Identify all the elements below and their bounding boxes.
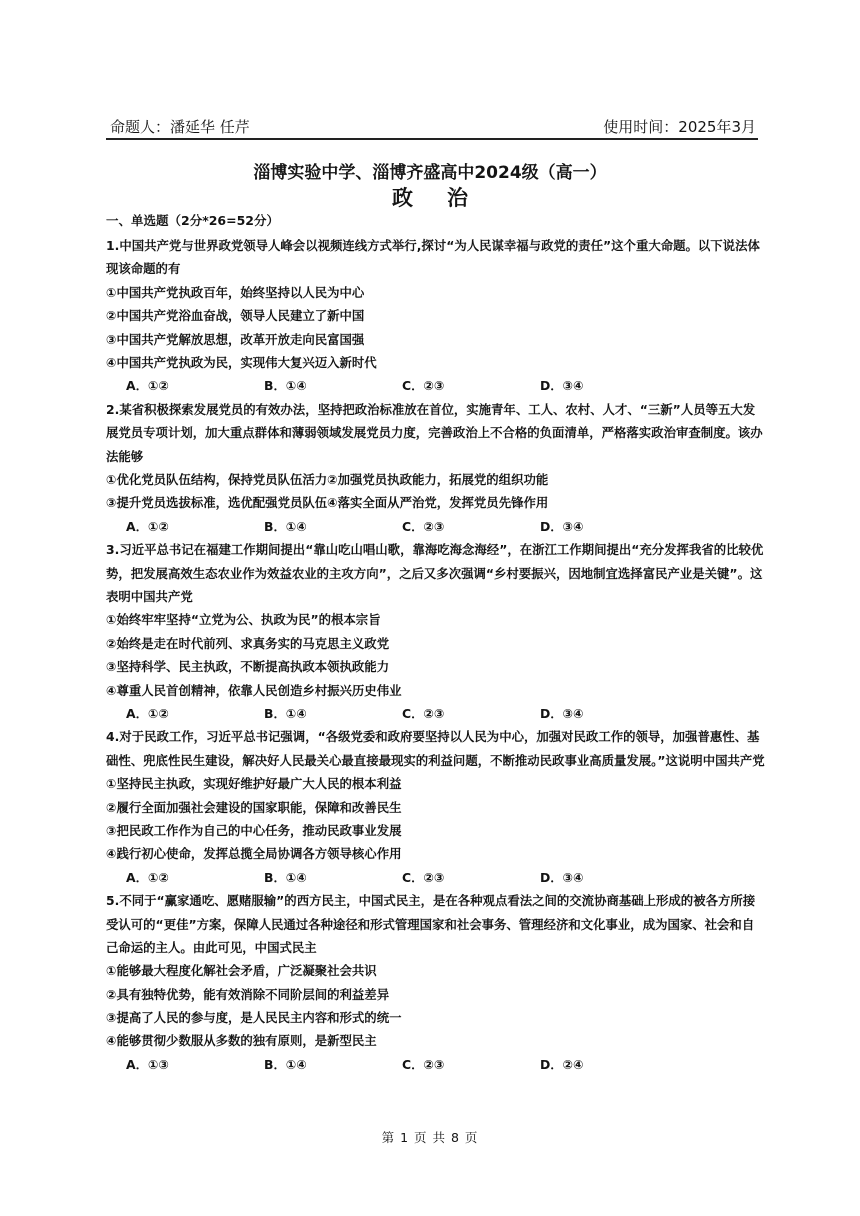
- date-line: 使用时间：2025年3月: [603, 118, 756, 136]
- school-title: 淄博实验中学、淄博齐盛高中2024级（高一）: [253, 163, 607, 183]
- option-line: ③把民政工作作为自己的中心任务，推动民政事业发展: [106, 822, 402, 838]
- subject-title: 政治: [392, 186, 502, 210]
- choice-b: B．①④: [264, 378, 307, 394]
- answer-choices: [106, 702, 766, 725]
- option-line: ②中国共产党浴血奋战，领导人民建立了新中国: [106, 308, 365, 324]
- choice-b: B．①④: [264, 518, 307, 534]
- answer-choices: [106, 515, 766, 538]
- question-3: [106, 538, 766, 725]
- answer-choices: [106, 1053, 766, 1076]
- option-line: ③提高了人民的参与度，是人民民主内容和形式的统一: [106, 1010, 402, 1026]
- choice-c: C．②③: [402, 1056, 445, 1072]
- option-line: ③提升党员选拔标准，选优配强党员队伍④落实全面从严治党，发挥党员先锋作用: [106, 495, 549, 511]
- choice-c: C．②③: [402, 869, 445, 885]
- choice-d: D．③④: [540, 705, 584, 721]
- option-line: ④尊重人民首创精神，依靠人民创造乡村振兴历史伟业: [106, 682, 402, 698]
- option-line: ④践行初心使命，发挥总揽全局协调各方领导核心作用: [106, 846, 402, 862]
- option-line: ①能够最大程度化解社会矛盾，广泛凝聚社会共识: [106, 963, 377, 979]
- choice-c: C．②③: [402, 705, 445, 721]
- question-stem: 2.某省积极探索发展党员的有效办法，坚持把政治标准放在首位，实施青年、工人、农村、人才、“三新”人员等五大发展党员专项计划，加大重点群体和薄弱领域发展党员力度，完善政治上不合格的负面清单，严格落实政治审查制度。该办法能够: [106, 401, 763, 464]
- header-divider: [106, 138, 758, 140]
- choice-c: C．②③: [402, 518, 445, 534]
- question-stem: 3.习近平总书记在福建工作期间提出“靠山吃山唱山歌，靠海吃海念海经”，在浙江工作期间提出“充分发挥我省的比较优势，把发展高效生态农业作为效益农业的主攻方向”，之后又多次强调“乡村要振兴，因地制宜选择富民产业是关键”。这表明中国共产党: [106, 542, 764, 604]
- option-line: ②具有独特优势，能有效消除不同阶层间的利益差异: [106, 986, 390, 1002]
- choice-d: D．②④: [540, 1056, 584, 1072]
- choice-a: A．①②: [126, 378, 169, 394]
- section-heading: 一、单选题（2分*26=52分）: [106, 213, 279, 228]
- question-list: [106, 234, 766, 1076]
- option-line: ①优化党员队伍结构，保持党员队伍活力②加强党员执政能力，拓展党的组织功能: [106, 471, 549, 487]
- option-line: ④能够贯彻少数服从多数的独有原则，是新型民主: [106, 1033, 377, 1049]
- choice-d: D．③④: [540, 518, 584, 534]
- choice-a: A．①②: [126, 705, 169, 721]
- option-line: ④中国共产党执政为民，实现伟大复兴迈入新时代: [106, 354, 377, 370]
- exam-header: [110, 116, 756, 137]
- choice-b: B．①④: [264, 705, 307, 721]
- page-number: 第 1 页 共 8 页: [381, 1130, 479, 1145]
- question-4: [106, 725, 766, 889]
- question-1: [106, 234, 766, 398]
- choice-d: D．③④: [540, 378, 584, 394]
- option-line: ③中国共产党解放思想，改革开放走向民富国强: [106, 331, 365, 347]
- author-line: 命题人：潘延华 任芹: [110, 118, 250, 136]
- choice-b: B．①④: [264, 1056, 307, 1072]
- option-line: ③坚持科学、民主执政，不断提高执政本领执政能力: [106, 659, 390, 675]
- option-line: ②履行全面加强社会建设的国家职能，保障和改善民生: [106, 799, 402, 815]
- option-line: ①始终牢牢坚持“立党为公、执政为民”的根本宗旨: [106, 612, 381, 628]
- question-5: [106, 889, 766, 1076]
- option-line: ①坚持民主执政，实现好维护好最广大人民的根本利益: [106, 776, 402, 792]
- option-line: ①中国共产党执政百年，始终坚持以人民为中心: [106, 284, 365, 300]
- option-line: ②始终是走在时代前列、求真务实的马克思主义政党: [106, 635, 390, 651]
- question-stem: 1.中国共产党与世界政党领导人峰会以视频连线方式举行,探讨“为人民谋幸福与政党的责任”这个重大命题。以下说法体现该命题的有: [106, 238, 760, 277]
- answer-choices: [106, 374, 766, 397]
- answer-choices: [106, 866, 766, 889]
- choice-c: C．②③: [402, 378, 445, 394]
- choice-a: A．①②: [126, 869, 169, 885]
- choice-d: D．③④: [540, 869, 584, 885]
- question-stem: 5.不同于“赢家通吃、愿赌服输”的西方民主，中国式民主，是在各种观点看法之间的交流协商基础上形成的被各方所接受认可的“更佳”方案，保障人民通过各种途径和形式管理国家和社会事务、管理经济和文化事业，成为国家、社会和自己命运的主人。由此可见，中国式民主: [106, 893, 756, 955]
- choice-a: A．①③: [126, 1056, 169, 1072]
- choice-b: B．①④: [264, 869, 307, 885]
- question-2: [106, 398, 766, 538]
- choice-a: A．①②: [126, 518, 169, 534]
- question-stem: 4.对于民政工作，习近平总书记强调，“各级党委和政府要坚持以人民为中心，加强对民政工作的领导，加强普惠性、基础性、兜底性民生建设，解决好人民最关心最直接最现实的利益问题，不断推动民政事业高质量发展。”这说明中国共产党: [106, 729, 765, 768]
